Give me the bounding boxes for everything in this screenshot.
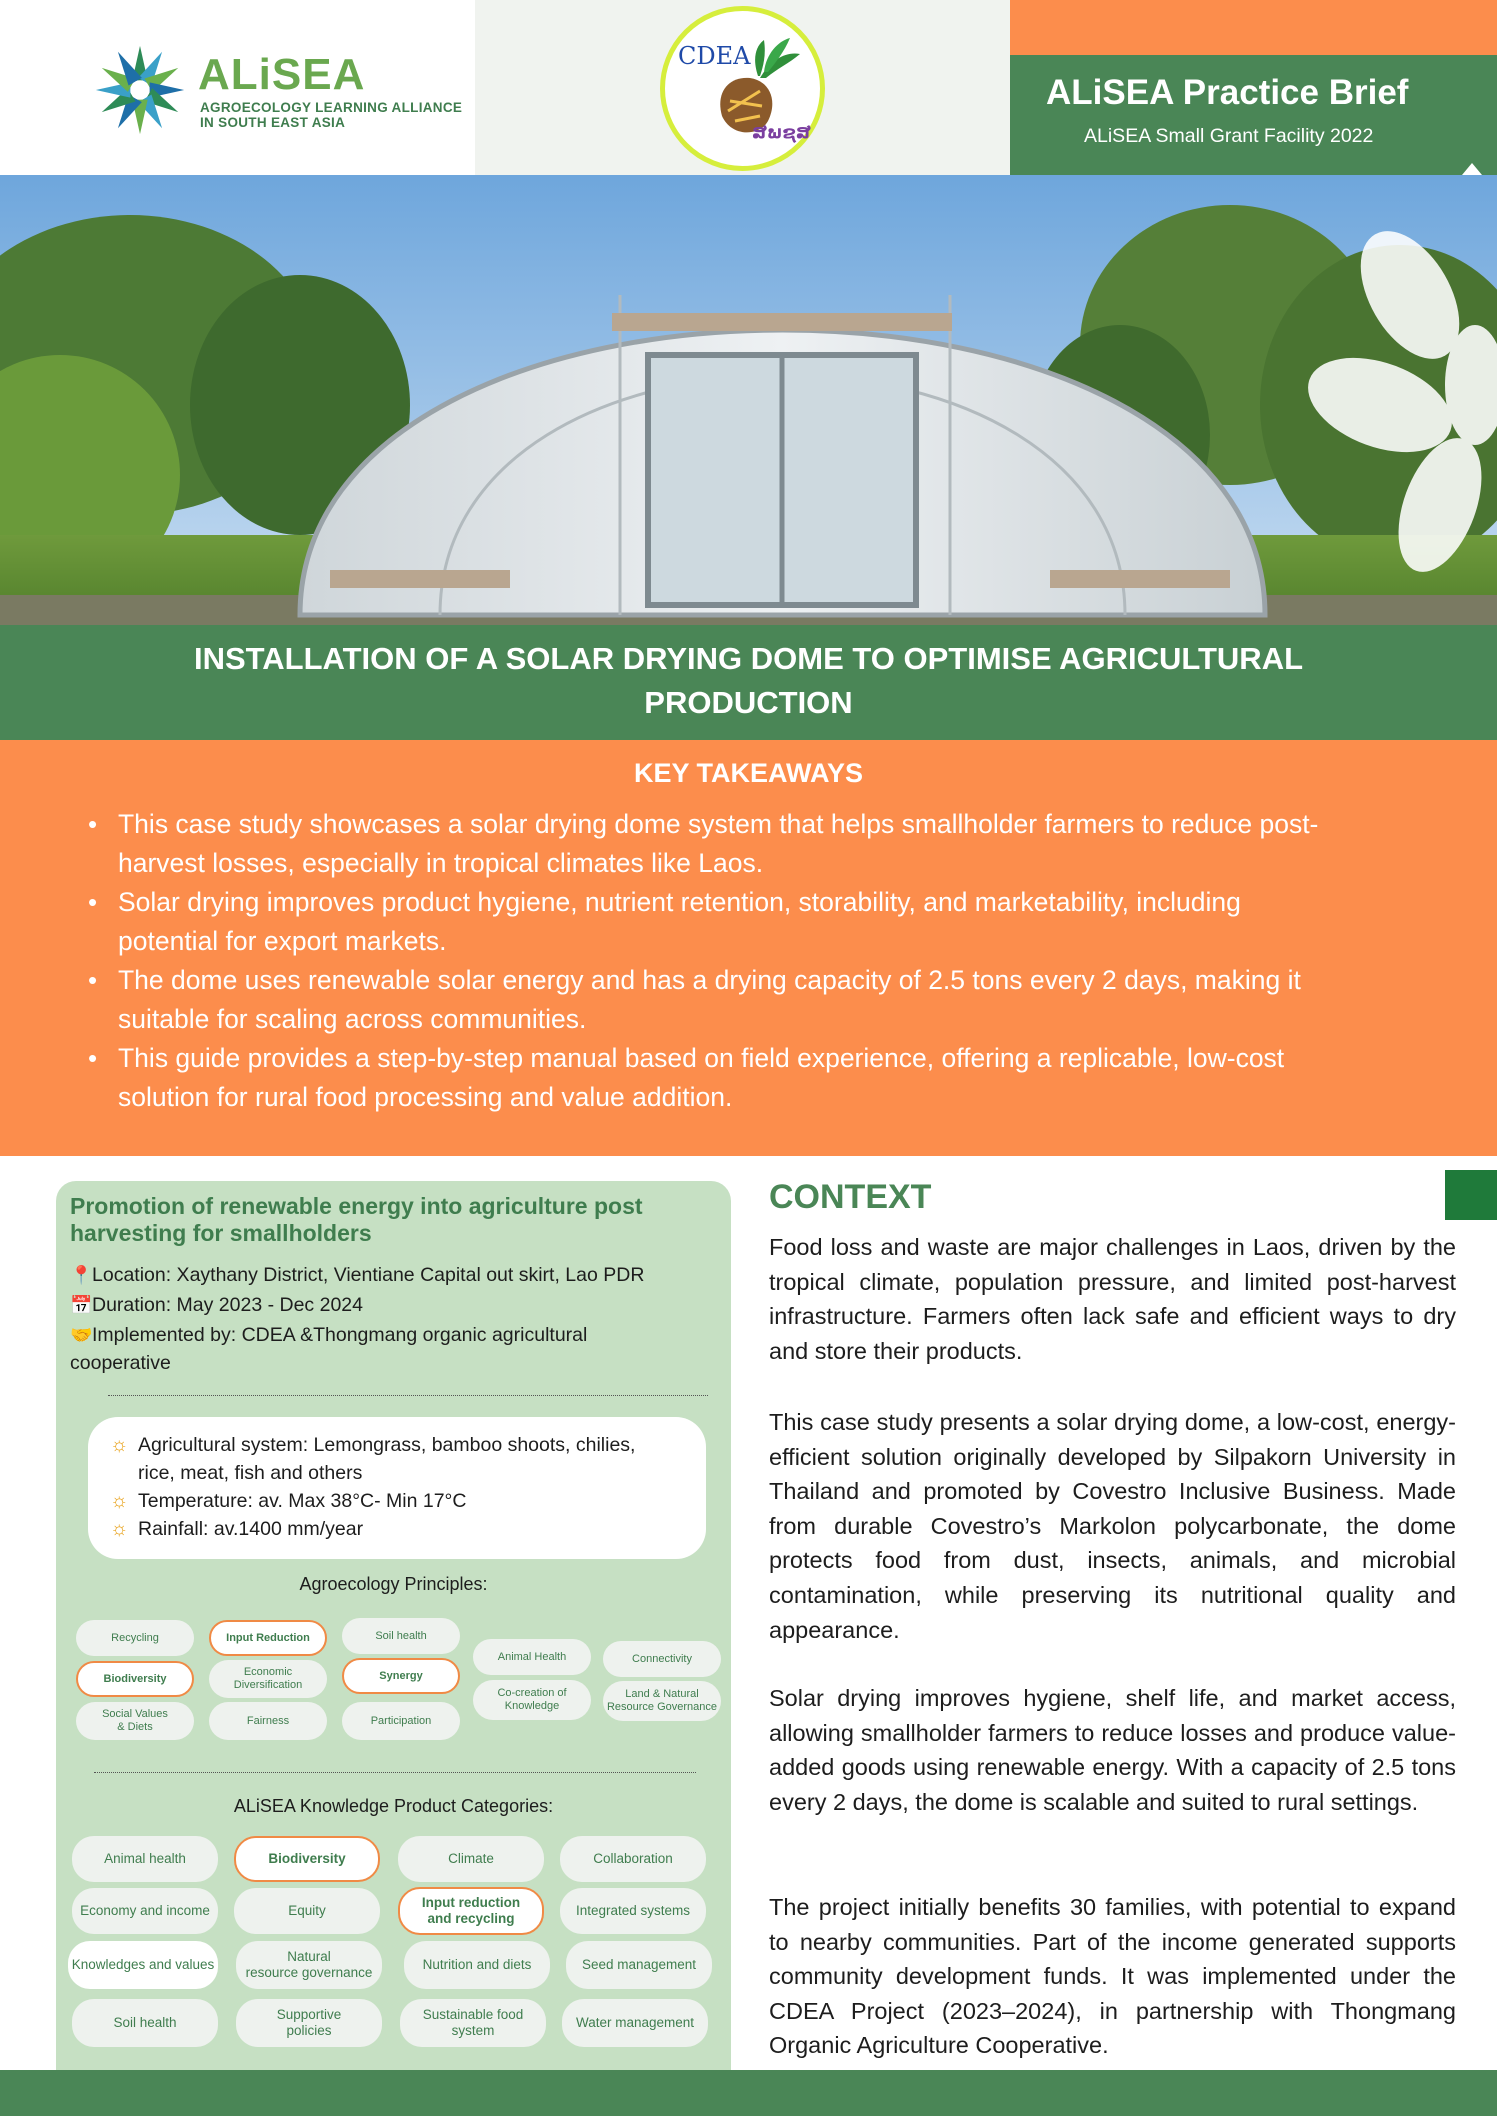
category-collaboration: Collaboration	[560, 1836, 706, 1882]
project-implementer-cont: cooperative	[70, 1352, 171, 1374]
category-sustainable-food-system: Sustainable food system	[400, 1999, 546, 2047]
context-paragraph: Solar drying improves hygiene, shelf life, and market access, allowing smallholder farmers to reduce losses and produce value-added goods using renewable energy. With a capacity of 2.5 tons every 2 days, the dome is scalable and suited to rural settings.	[769, 1685, 1456, 1815]
brief-green-block	[1010, 55, 1497, 175]
sun-icon: ☼	[110, 1518, 129, 1540]
takeaway-item: • This guide provides a step-by-step manual based on field experience, offering a replicable, low-cost solution for rural food processing and value addition.	[88, 1039, 1418, 1117]
category-natural-resource-governance: Natural resource governance	[236, 1941, 382, 1989]
location-pin-icon: 📍	[70, 1265, 93, 1285]
brief-subtitle: ALiSEA Small Grant Facility 2022	[1084, 125, 1374, 147]
alisea-tagline-line1: AGROECOLOGY LEARNING ALLIANCE	[200, 100, 463, 115]
principle-land-resource-governance: Land & Natural Resource Governance	[603, 1681, 721, 1721]
principle-economic-diversification: Economic Diversification	[209, 1660, 327, 1698]
category-soil-health: Soil health	[72, 1999, 218, 2047]
page-title-line2: PRODUCTION	[644, 685, 853, 720]
category-climate: Climate	[398, 1836, 544, 1882]
context-accent-square	[1445, 1170, 1497, 1220]
sun-icon: ☼	[110, 1490, 129, 1512]
header	[0, 0, 1497, 175]
stat-rainfall: ☼ Rainfall: av.1400 mm/year	[110, 1515, 700, 1543]
category-integrated-systems: Integrated systems	[560, 1888, 706, 1934]
triangle-notch-icon	[1462, 163, 1482, 175]
brief-orange-strip	[1010, 0, 1497, 55]
panel-divider	[108, 1395, 708, 1396]
page-title-line1: INSTALLATION OF A SOLAR DRYING DOME TO OPTIMISE AGRICULTURAL	[193, 641, 1304, 676]
category-input-reduction-recycling: Input reduction and recycling	[398, 1887, 544, 1935]
principle-participation: Participation	[342, 1702, 460, 1740]
principle-fairness: Fairness	[209, 1702, 327, 1740]
category-economy-income: Economy and income	[72, 1888, 218, 1934]
cdea-logo-area	[475, 0, 1010, 175]
panel-divider	[94, 1772, 696, 1773]
principle-soil-health: Soil health	[342, 1618, 460, 1654]
category-animal-health: Animal health	[72, 1836, 218, 1882]
footer-bar	[0, 2070, 1497, 2116]
title-band	[0, 625, 1497, 740]
context-paragraph: The project initially benefits 30 families, with potential to expand to nearby communities. Part of the income generated supports community development funds. It was implemented under the CDEA Project (2023–2024), in partnership with Thongmang Organic Agriculture Cooperative.	[769, 1894, 1456, 2059]
principle-connectivity: Connectivity	[603, 1641, 721, 1677]
category-biodiversity: Biodiversity	[234, 1836, 380, 1882]
stat-temperature: ☼ Temperature: av. Max 38°C- Min 17°C	[110, 1487, 700, 1515]
principles-heading: Agroecology Principles:	[299, 1574, 488, 1594]
principle-synergy: Synergy	[342, 1658, 460, 1694]
key-takeaways-section	[0, 740, 1497, 1156]
solar-dome-photo	[0, 175, 1497, 625]
stat-agricultural-system: ☼ Agricultural system: Lemongrass, bamboo shoots, chilies,	[110, 1431, 700, 1459]
project-duration: 📅Duration: May 2023 - Dec 2024	[70, 1291, 720, 1319]
category-nutrition-diets: Nutrition and diets	[404, 1941, 550, 1989]
principle-animal-health: Animal Health	[473, 1639, 591, 1675]
stat-agricultural-system-cont: rice, meat, fish and others	[138, 1462, 363, 1484]
brief-title: ALiSEA Practice Brief	[1046, 73, 1409, 112]
category-water-management: Water management	[562, 1999, 708, 2047]
category-equity: Equity	[234, 1888, 380, 1934]
category-supportive-policies: Supportive policies	[236, 1999, 382, 2047]
alisea-tagline-line2: IN SOUTH EAST ASIA	[200, 115, 346, 130]
alisea-wordmark: ALiSEA	[198, 50, 366, 99]
calendar-icon: 📅	[70, 1295, 93, 1315]
project-info-panel	[56, 1181, 731, 2081]
context-heading: CONTEXT	[769, 1178, 932, 1216]
project-title: Promotion of renewable energy into agriculture post harvesting for smallholders	[70, 1193, 643, 1246]
alisea-logo	[0, 0, 475, 175]
principle-recycling: Recycling	[76, 1620, 194, 1656]
category-knowledges-values: Knowledges and values	[68, 1941, 218, 1989]
key-takeaways-list	[88, 805, 1418, 1117]
context-paragraph: Food loss and waste are major challenges in Laos, driven by the tropical climate, population pressure, and limited post-harvest infrastructure. Farmers often lack safe and efficient ways to dry and store their products.	[769, 1234, 1456, 1364]
principle-input-reduction: Input Reduction	[209, 1620, 327, 1656]
stats-card	[88, 1417, 706, 1559]
cdea-logo-icon	[660, 6, 825, 171]
category-seed-management: Seed management	[566, 1941, 712, 1989]
practice-brief-box	[1010, 0, 1497, 175]
cdea-logo-word: CDEA	[678, 42, 751, 70]
takeaway-item: • Solar drying improves product hygiene, nutrient retention, storability, and marketability, including potential for export markets.	[88, 883, 1418, 961]
project-location: 📍Location: Xaythany District, Vientiane Capital out skirt, Lao PDR	[70, 1261, 720, 1289]
alisea-star-icon	[92, 42, 188, 138]
principle-social-values: Social Values & Diets	[76, 1702, 194, 1740]
takeaway-item: • The dome uses renewable solar energy and has a drying capacity of 2.5 tons every 2 days, making it suitable for scaling across communities.	[88, 961, 1418, 1039]
handshake-icon: 🤝	[70, 1325, 93, 1345]
principle-biodiversity: Biodiversity	[76, 1661, 194, 1697]
categories-heading: ALiSEA Knowledge Product Categories:	[233, 1796, 554, 1816]
takeaway-item: • This case study showcases a solar drying dome system that helps smallholder farmers to reduce post- harvest losses, especially in tropical climates like Laos.	[88, 805, 1418, 883]
project-implementer: 🤝Implemented by: CDEA &Thongmang organic agricultural	[70, 1321, 720, 1349]
principle-cocreation-knowledge: Co-creation of Knowledge	[473, 1680, 591, 1720]
context-paragraph: This case study presents a solar drying dome, a low-cost, energy-efficient solution originally developed by Silpakorn University in Thailand and promoted by Covestro Inclusive Business. Made from durable Covestro’s Markolon polycarbonate, the dome protects food from dust, insects, animals, and microbial contamination, while preserving its nutritional quality and appearance.	[769, 1409, 1456, 1643]
cdea-logo-script: ສພຊສ	[752, 122, 811, 143]
key-takeaways-heading: KEY TAKEAWAYS	[633, 758, 864, 788]
sun-icon: ☼	[110, 1434, 129, 1456]
page-title	[150, 637, 1347, 725]
hero-photo-solar-dome	[0, 175, 1497, 625]
